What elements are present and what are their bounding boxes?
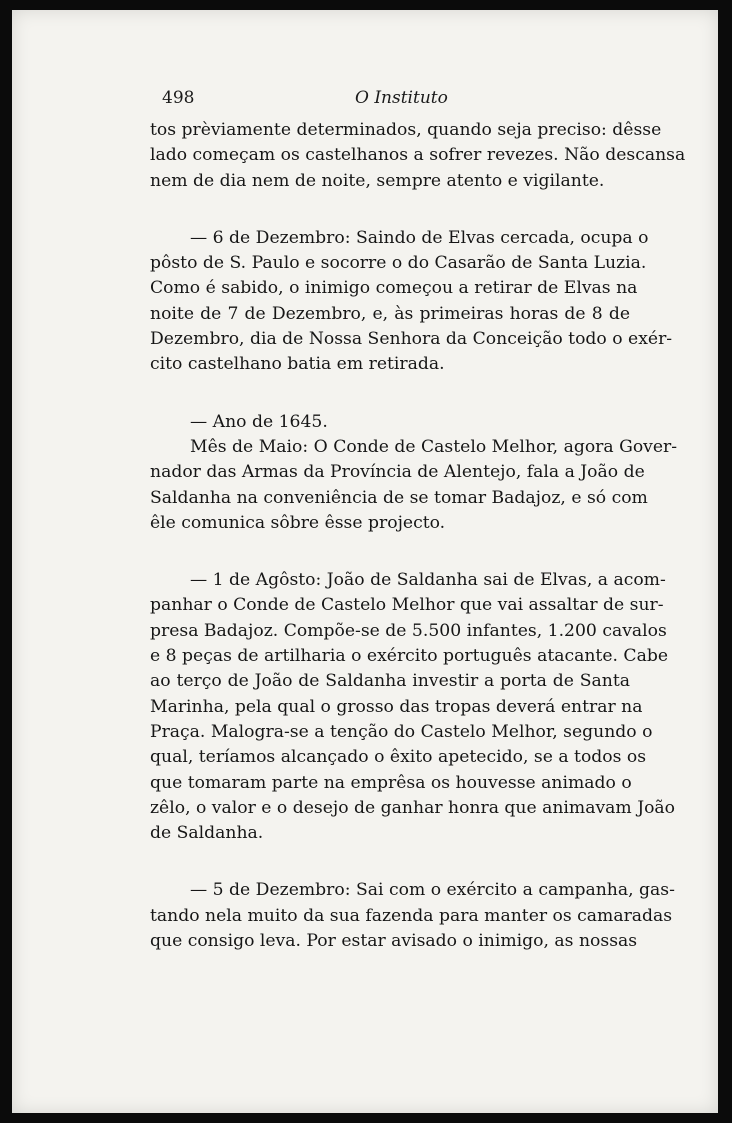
text-line: presa Badajoz. Compõe-se de 5.500 infantes, 1.200 cavalos <box>150 620 667 641</box>
text-line: êle comunica sôbre êsse projecto. <box>150 512 446 533</box>
paragraph <box>150 410 678 536</box>
text-line: cito castelhano batia em retirada. <box>150 354 445 375</box>
text-line: que consigo leva. Por estar avisado o inimigo, as nossas <box>150 931 638 952</box>
text-line: panhar o Conde de Castelo Melhor que vai assaltar de sur- <box>150 595 664 616</box>
running-title: O Instituto <box>355 88 448 108</box>
text-line: — 5 de Dezembro: Sai com o exército a campanha, gas- <box>190 880 675 901</box>
text-line: qual, teríamos alcançado o êxito apetecido, se a todos os <box>150 747 647 768</box>
text-line: que tomaram parte na emprêsa os houvesse animado o <box>150 772 632 793</box>
text-line: lado começam os castelhanos a sofrer revezes. Não descansa <box>150 145 686 166</box>
page-number: 498 <box>162 88 195 108</box>
text-line: Praça. Malogra-se a tenção do Castelo Melhor, segundo o <box>150 721 653 742</box>
text-line: Dezembro, dia de Nossa Senhora da Conceição todo o exér- <box>150 329 673 350</box>
text-line: Como é sabido, o inimigo começou a retirar de Elvas na <box>150 278 638 299</box>
text-line: Marinha, pela qual o grosso das tropas deverá entrar na <box>150 696 643 717</box>
text-line: ao terço de João de Saldanha investir a porta de Santa <box>150 671 630 692</box>
text-line: zêlo, o valor e o desejo de ganhar honra que animavam João <box>150 797 676 818</box>
text-line: Saldanha na conveniência de se tomar Badajoz, e só com <box>150 487 648 508</box>
text-line: tos prèviamente determinados, quando seja preciso: dêsse <box>150 120 662 140</box>
text-line: — Ano de 1645. <box>190 411 328 432</box>
text-line: de Saldanha. <box>150 823 264 844</box>
text-line: nem de dia nem de noite, sempre atento e vigilante. <box>150 170 605 191</box>
paragraph <box>150 878 675 954</box>
body-text <box>150 118 686 954</box>
text-line: tando nela muito da sua fazenda para manter os camaradas <box>150 905 673 926</box>
text-line: noite de 7 de Dezembro, e, às primeiras horas de 8 de <box>150 303 630 324</box>
paragraph <box>150 118 686 194</box>
text-line: e 8 peças de artilharia o exército português atacante. Cabe <box>150 646 668 667</box>
page-header <box>162 88 642 112</box>
text-line: Mês de Maio: O Conde de Castelo Melhor, agora Gover- <box>190 436 678 457</box>
text-line: nador das Armas da Província de Alentejo, fala a João de <box>150 462 645 483</box>
paragraph <box>150 568 676 846</box>
text-line: pôsto de S. Paulo e socorre o do Casarão de Santa Luzia. <box>150 253 647 274</box>
text-line: — 6 de Dezembro: Saindo de Elvas cercada, ocupa o <box>190 227 649 248</box>
paragraph <box>150 226 673 378</box>
text-line: — 1 de Agôsto: João de Saldanha sai de Elvas, a acom- <box>190 570 666 591</box>
